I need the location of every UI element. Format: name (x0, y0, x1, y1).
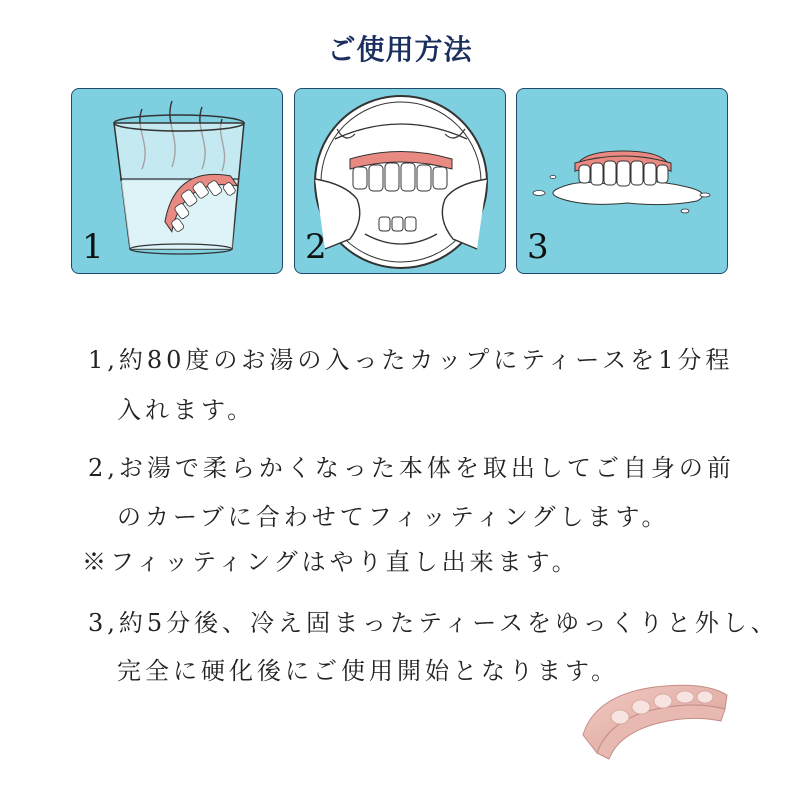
step-2-text-line-1: 2,お湯で柔らかくなった本体を取出してご自身の前 (88, 454, 735, 482)
step-2-illustration (294, 88, 506, 274)
step-number: 2 (305, 227, 327, 267)
step-3-text-line-1: 3,約5分後、冷え固まったティースをゆっくりと外し、 (88, 609, 779, 637)
step-number: 3 (527, 227, 549, 267)
step-3-illustration (516, 88, 728, 274)
hot-cup-icon (72, 89, 283, 274)
note-text: ※フィッティングはやり直し出来ます。 (82, 548, 580, 576)
step-2-text-line-2: のカーブに合わせてフィッティングします。 (117, 503, 670, 531)
step-1-text-line-2: 入れます。 (117, 396, 256, 424)
fitting-teeth-icon (295, 89, 506, 274)
denture-photo-icon (575, 665, 735, 765)
page-title: ご使用方法 (327, 33, 473, 66)
cooled-teeth-icon (517, 89, 728, 274)
step-3-text-line-2: 完全に硬化後にご使用開始となります。 (117, 657, 620, 685)
step-1-text-line-1: 1,約80度のお湯の入ったカップにティースを1分程 (88, 346, 734, 374)
step-number: 1 (82, 227, 104, 267)
step-1-illustration (71, 88, 283, 274)
